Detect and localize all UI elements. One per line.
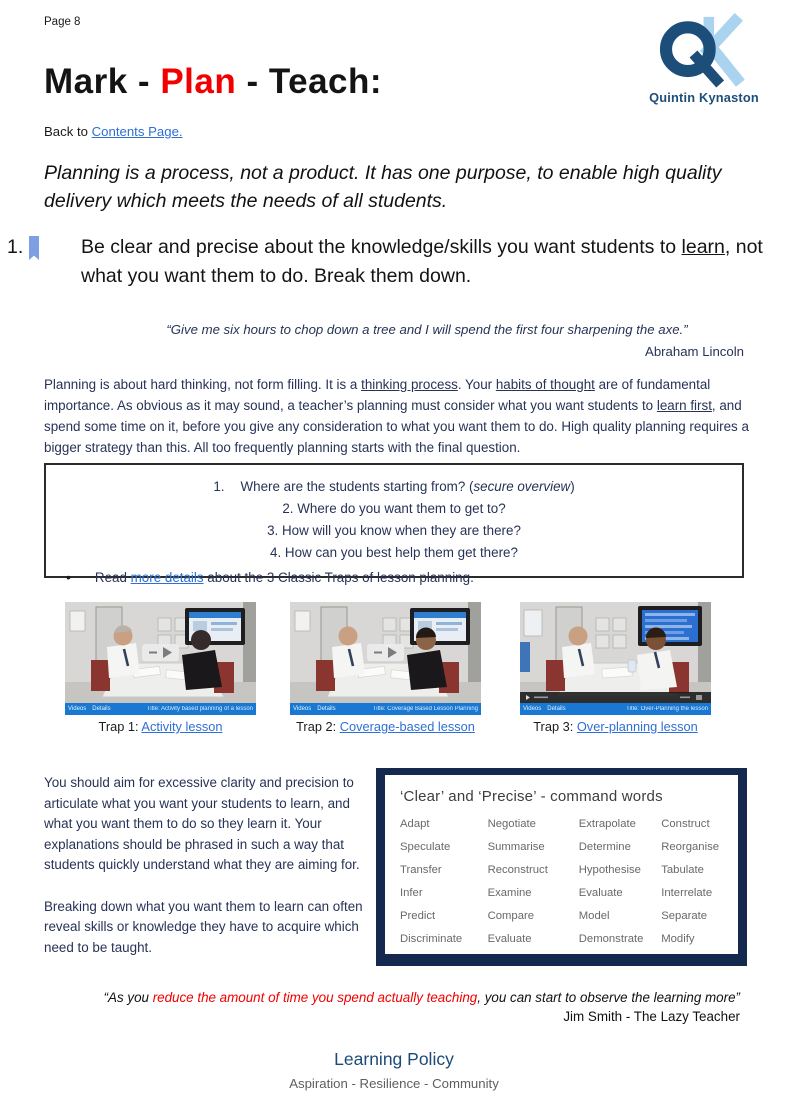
command-word: Reorganise bbox=[661, 841, 720, 853]
bullet-post: about the 3 Classic Traps of lesson planning. bbox=[203, 570, 474, 585]
page-footer bbox=[0, 1049, 788, 1091]
trap2-video-player[interactable] bbox=[290, 602, 481, 712]
command-word: Model bbox=[578, 910, 610, 922]
command-word: Transfer bbox=[400, 864, 442, 876]
quote-post: , you can start to observe the learning more” bbox=[477, 990, 740, 1005]
read-more-bullet bbox=[66, 569, 474, 585]
page-number: Page 8 bbox=[44, 16, 81, 28]
title-part2: - Teach: bbox=[236, 62, 383, 101]
title-part1: Mark - bbox=[44, 62, 161, 101]
question-2: 2. Where do you want them to get to? bbox=[282, 501, 506, 516]
command-word: Speculate bbox=[400, 841, 451, 853]
play-button-icon bbox=[367, 644, 404, 661]
trap3-video-thumbnail bbox=[520, 602, 711, 734]
para-seg: . Your bbox=[457, 377, 496, 392]
command-word: Discriminate bbox=[400, 933, 463, 945]
trap3-video-player[interactable] bbox=[520, 602, 711, 712]
quote-red-emphasis: reduce the amount of time you spend actually teaching bbox=[152, 990, 478, 1005]
trap3-lesson-link[interactable]: Over-planning lesson bbox=[576, 719, 698, 734]
para-underline: learn first bbox=[656, 398, 712, 413]
quote-attribution: Abraham Lincoln bbox=[645, 344, 744, 359]
point-text-after: , not what you want them to do. Break them down. bbox=[81, 236, 763, 287]
qk-logo-icon bbox=[652, 12, 756, 88]
school-logo bbox=[636, 12, 772, 105]
command-words-box bbox=[376, 768, 747, 966]
trap1-lesson-link[interactable]: Activity lesson bbox=[141, 719, 223, 734]
quote-text: “Give me six hours to chop down a tree and I will spend the first four sharpening the axe.” bbox=[166, 322, 688, 337]
school-name: Quintin Kynaston bbox=[649, 90, 759, 105]
video-title-bar bbox=[520, 703, 711, 715]
back-prefix: Back to bbox=[44, 124, 92, 139]
trap3-caption bbox=[520, 719, 711, 734]
planning-questions-box bbox=[44, 463, 744, 578]
point-text-learn: learn bbox=[681, 236, 725, 258]
video-title-bar bbox=[65, 703, 256, 715]
page-title bbox=[44, 62, 382, 102]
title-highlight: Plan bbox=[160, 62, 237, 101]
smith-quote bbox=[56, 990, 740, 1024]
para-seg: , and spend some time on it, before you give any consideration to what you want them to do. High quality planning requires a bigger strategy than this. All too frequently planning starts with the final question. bbox=[44, 398, 749, 455]
question-3: 3. How will you know when they are there? bbox=[267, 523, 521, 538]
question-1-close: ) bbox=[570, 479, 575, 494]
video-title-text: Title: Activity based planning of a lesson bbox=[146, 706, 253, 712]
classroom-photo-illustration bbox=[290, 602, 481, 703]
command-word: Tabulate bbox=[661, 864, 704, 876]
footer-title: Learning Policy bbox=[334, 1049, 454, 1069]
para-underline: habits of thought bbox=[495, 377, 595, 392]
point-text-before: Be clear and precise about the knowledge/skills you want students to bbox=[81, 236, 682, 258]
trap1-video-player[interactable] bbox=[65, 602, 256, 712]
lincoln-quote bbox=[44, 320, 744, 362]
trap2-lesson-link[interactable]: Coverage-based lesson bbox=[339, 719, 475, 734]
caption-prefix: Trap 1: bbox=[98, 719, 142, 734]
details-tab[interactable]: Details bbox=[92, 706, 111, 712]
command-words-title: ‘Clear’ and ‘Precise’ - command words bbox=[400, 788, 663, 805]
command-word: Interrelate bbox=[661, 887, 713, 899]
para-underline: thinking process bbox=[361, 377, 458, 392]
command-word: Evaluate bbox=[487, 933, 532, 945]
command-word: Predict bbox=[400, 910, 436, 922]
command-word: Infer bbox=[400, 887, 423, 899]
command-words-grid bbox=[400, 818, 723, 945]
para-seg: Planning is about hard thinking, not form filling. It is a bbox=[44, 377, 362, 392]
classroom-photo-illustration bbox=[65, 602, 256, 703]
command-word: Construct bbox=[661, 818, 710, 830]
question-1-text: Where are the students starting from? ( bbox=[240, 479, 474, 494]
video-title-bar bbox=[290, 703, 481, 715]
question-4: 4. How can you best help them get there? bbox=[270, 545, 518, 560]
classroom-photo-illustration bbox=[520, 602, 711, 703]
command-word: Modify bbox=[661, 933, 695, 945]
question-1 bbox=[54, 476, 734, 498]
player-controls-bar bbox=[520, 692, 711, 703]
command-word: Evaluate bbox=[578, 887, 623, 899]
clarity-text-block bbox=[44, 773, 370, 958]
command-word: Compare bbox=[487, 910, 535, 922]
command-word: Determine bbox=[578, 841, 631, 853]
trap2-caption bbox=[290, 719, 481, 734]
clarity-paragraph-2: Breaking down what you want them to learn can often reveal skills or knowledge they have to acquire which need to be taught. bbox=[44, 898, 363, 955]
caption-prefix: Trap 2: bbox=[296, 719, 340, 734]
point-number: 1. bbox=[7, 236, 24, 258]
bookmark-icon bbox=[29, 236, 39, 260]
footer-motto: Aspiration - Resilience - Community bbox=[289, 1076, 499, 1091]
clarity-paragraph-1: You should aim for excessive clarity and precision to articulate what you want your students to learn, and what you want them to do so they learn it. Your explanations should be phrased in such a way that students quickly understand what they are aiming for. bbox=[44, 775, 360, 872]
video-title-text: Title: Coverage Based Lesson Planning bbox=[372, 706, 478, 712]
command-word: Examine bbox=[487, 887, 532, 899]
command-word: Adapt bbox=[400, 818, 430, 830]
play-button-icon bbox=[142, 644, 179, 661]
command-word: Reconstruct bbox=[487, 864, 548, 876]
quote-pre: “As you bbox=[103, 990, 153, 1005]
para-seg: are of fundamental importance. As obvious as it may sound, a teacher’s planning must consider what you want students to bbox=[44, 377, 711, 413]
planning-paragraph bbox=[44, 374, 754, 458]
command-word: Negotiate bbox=[487, 818, 536, 830]
intro-statement: Planning is a process, not a product. It has one purpose, to enable high quality delivery which meets the needs of all students. bbox=[44, 162, 722, 212]
question-1-number: 1. bbox=[213, 479, 225, 494]
quote-attribution: Jim Smith - The Lazy Teacher bbox=[563, 1009, 740, 1024]
trap1-video-thumbnail bbox=[65, 602, 256, 734]
contents-page-link[interactable]: Contents Page. bbox=[91, 124, 183, 139]
details-tab[interactable]: Details bbox=[547, 706, 566, 712]
command-word: Demonstrate bbox=[578, 933, 644, 945]
command-word: Hypothesise bbox=[578, 864, 641, 876]
video-title-text: Title: Over-Planning the lesson bbox=[626, 706, 708, 712]
more-details-link[interactable]: more details bbox=[130, 570, 204, 585]
command-word: Summarise bbox=[487, 841, 545, 853]
question-1-italic: secure overview bbox=[473, 479, 571, 494]
details-tab[interactable]: Details bbox=[317, 706, 336, 712]
videos-tab[interactable]: Videos bbox=[68, 706, 87, 712]
trap2-video-thumbnail bbox=[290, 602, 481, 734]
back-to-contents bbox=[44, 124, 183, 139]
command-word: Separate bbox=[661, 910, 708, 922]
numbered-point-1 bbox=[7, 233, 766, 290]
caption-prefix: Trap 3: bbox=[533, 719, 577, 734]
videos-tab[interactable]: Videos bbox=[523, 706, 542, 712]
trap1-caption bbox=[65, 719, 256, 734]
command-word: Extrapolate bbox=[578, 818, 636, 830]
bullet-pre: Read bbox=[94, 570, 131, 585]
videos-tab[interactable]: Videos bbox=[293, 706, 312, 712]
